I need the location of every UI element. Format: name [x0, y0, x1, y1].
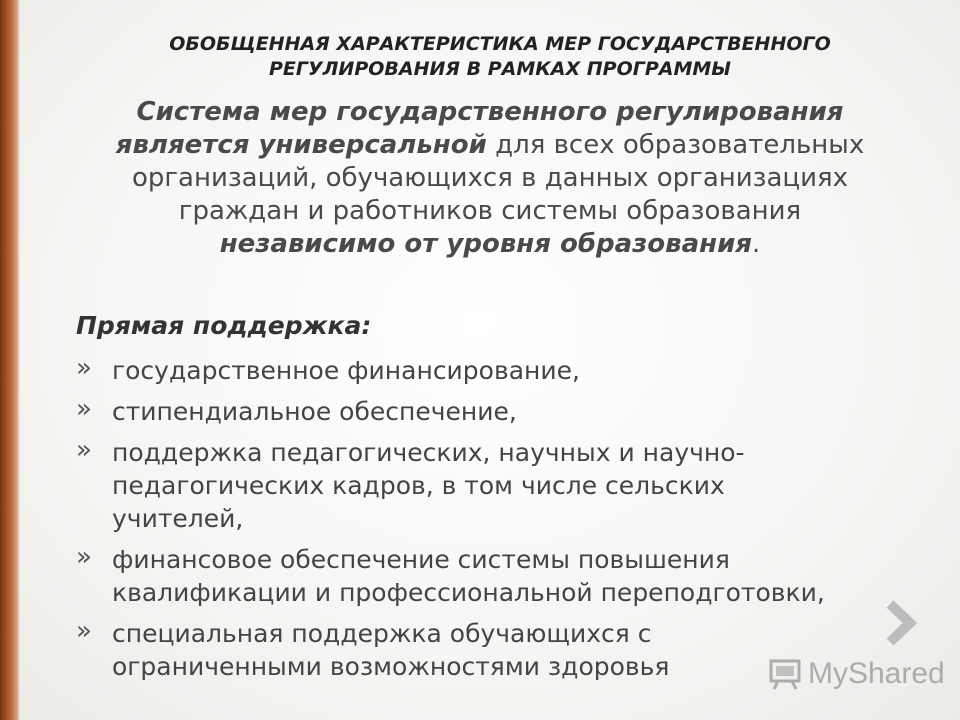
section-heading: Прямая поддержка: [76, 311, 372, 340]
intro-line-2 [60, 129, 920, 162]
bullet-marker: » [76, 394, 92, 424]
list-item-text: поддержка педагогических, научных и научно- [112, 438, 745, 467]
intro-text-2: для всех образовательных [486, 130, 865, 160]
intro-line-5 [60, 228, 920, 261]
support-list [76, 354, 906, 691]
list-item-text: учителей, [112, 504, 244, 533]
watermark-logo [768, 654, 945, 694]
presentation-board-icon [768, 657, 802, 691]
intro-line-3: организаций, обучающихся в данных организациях [131, 163, 849, 193]
bullet-marker: » [76, 616, 92, 646]
watermark-text: MyShared [808, 657, 945, 690]
list-item-text: государственное финансирование, [112, 356, 580, 385]
list-item-text: квалификации и профессиональной переподготовки, [112, 578, 825, 607]
intro-line-1 [60, 96, 920, 129]
list-item-text: финансовое обеспечение системы повышения [112, 545, 730, 574]
intro-emphasis-1: Система мер государственного регулирования [136, 97, 844, 127]
chevron-right-icon[interactable] [880, 598, 920, 648]
intro-period: . [752, 229, 761, 259]
list-item [76, 543, 906, 609]
slide-title-line-1: ОБОБЩЕННАЯ ХАРАКТЕРИСТИКА МЕР ГОСУДАРСТВЕННОГО [169, 33, 831, 55]
list-item [76, 354, 906, 387]
bullet-marker: » [76, 435, 92, 465]
slide-title [80, 32, 920, 82]
list-item [76, 395, 906, 428]
intro-emphasis-3: независимо от уровня образования [219, 229, 753, 259]
list-item-text: специальная поддержка обучающихся с [112, 619, 652, 648]
intro-paragraph [60, 96, 920, 261]
slide-title-line-2: РЕГУЛИРОВАНИЯ В РАМКАХ ПРОГРАММЫ [268, 58, 731, 80]
bullet-marker: » [76, 542, 92, 572]
bullet-marker: » [76, 353, 92, 383]
intro-emphasis-2: является универсальной [115, 130, 487, 160]
intro-line-4: граждан и работников системы образования [178, 196, 802, 226]
list-item-text: стипендиальное обеспечение, [112, 397, 517, 426]
list-item [76, 436, 906, 535]
list-item-text: педагогических кадров, в том числе сельских [112, 471, 725, 500]
list-item-text: ограниченными возможностями здоровья [112, 652, 670, 681]
accent-side-bar [0, 0, 20, 720]
